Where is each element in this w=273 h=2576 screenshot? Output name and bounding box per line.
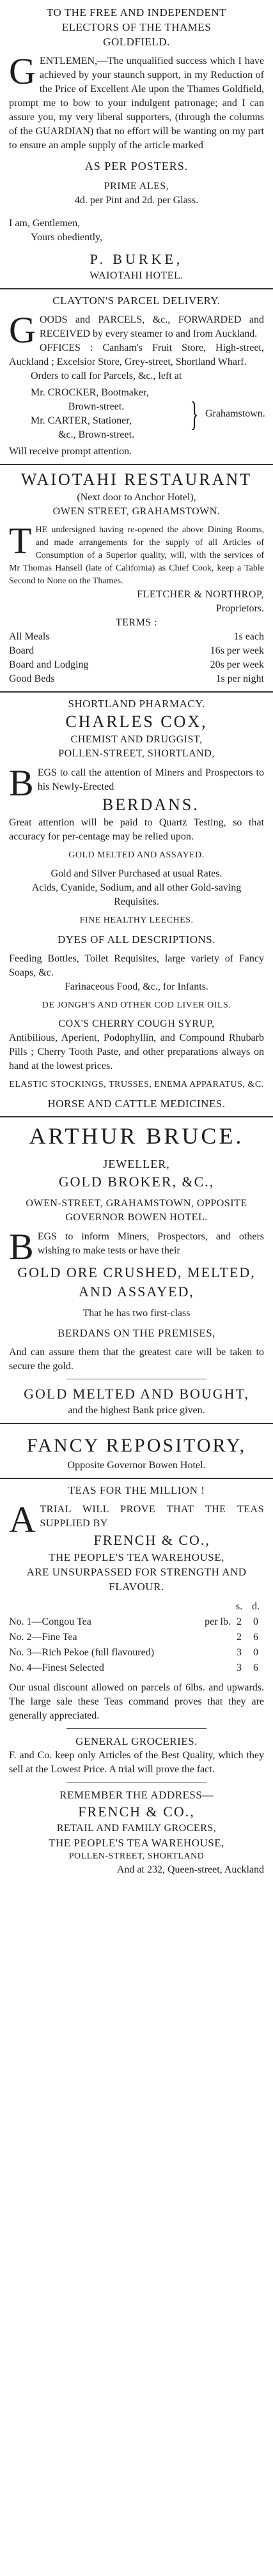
french-name-2: FRENCH & CO., <box>78 1804 195 1820</box>
french-discount: Our usual discount allowed on parcels of 6lbs. and upwards. The large sale these Teas command proves that they are generally appreciated. <box>9 1682 264 1721</box>
tea-price-list <box>9 1599 264 1676</box>
tea-unit: per lb. <box>205 1616 231 1627</box>
french-groceries-body: F. and Co. keep only Articles of the Best Quality, which they sell at the Lowest Price. A trial will prove the fact. <box>9 1750 264 1775</box>
clayton-agents <box>9 386 264 442</box>
burke-body <box>9 50 264 153</box>
tea-unit <box>201 1660 231 1676</box>
french-remember: REMEMBER THE ADDRESS— <box>59 1789 214 1801</box>
french-heading: TEAS FOR THE MILLION ! <box>68 1484 205 1496</box>
french-warehouse-2: THE PEOPLE'S TEA WAREHOUSE, <box>49 1837 224 1849</box>
cox-body-text: EGS to call the attention of Miners and Prospectors to his Newly-Erected <box>37 767 264 792</box>
clayton-agent-2: Mr. CARTER, Stationer, <box>31 415 132 426</box>
waiotahi-body <box>9 520 264 588</box>
terms-row <box>9 644 264 658</box>
tea-list-header <box>9 1599 264 1614</box>
bruce-berdans-intro: That he has two first-class <box>82 1308 191 1319</box>
tea-pence: 0 <box>253 1616 258 1627</box>
tea-name: No. 1—Congou Tea <box>9 1616 91 1627</box>
tea-unit <box>201 1645 231 1660</box>
tea-pence: 6 <box>253 1632 258 1643</box>
cox-gold: GOLD MELTED AND ASSAYED. <box>68 850 205 860</box>
burke-as-per: AS PER POSTERS. <box>84 160 189 172</box>
french-warehouse: THE PEOPLE'S TEA WAREHOUSE, <box>49 1551 224 1563</box>
waiotahi-body-text: HE undersigned having re-opened the above Dining Rooms, and made arrangements for the supply of all Articles of Consumption of a Superior quality, will, with the services of Mr Thomas Hansell (late of California) as Chief Cook, keep a Table Second to None on the Thames. <box>9 525 264 586</box>
french-address: POLLEN-STREET, SHORTLAND <box>68 1851 205 1861</box>
bracket-glyph: } <box>190 395 199 433</box>
clayton-agent-1b: Brown-street. <box>68 401 125 412</box>
terms-row <box>9 672 264 686</box>
terms-row <box>9 630 264 644</box>
french-name: FRENCH & CO., <box>93 1532 210 1548</box>
bruce-jeweller: JEWELLER, <box>103 1158 170 1170</box>
burke-closing-2: Yours obediently, <box>31 232 103 243</box>
clayton-body-text: OODS and PARCELS, &c., FORWARDED and RECEIVED by every steamer to and from Auckland. <box>39 314 264 339</box>
cox-dropcap: B <box>9 762 34 804</box>
clayton-orders: Orders to call for Parcels, &c., left at <box>31 371 182 381</box>
tea-shillings: 2 <box>237 1632 242 1643</box>
burke-ad <box>0 1 273 288</box>
tea-name: No. 2—Fine Tea <box>9 1632 77 1643</box>
waiotahi-sub-2: OWEN STREET, GRAHAMSTOWN. <box>52 506 221 517</box>
clayton-dropcap: G <box>9 309 36 351</box>
cox-berdans: BERDANS. <box>102 795 199 814</box>
terms-row <box>9 658 264 672</box>
tea-row <box>9 1614 264 1630</box>
cox-remedies: Antibilious, Aperient, Podophyllin, and Compound Rhubarb Pills ; Cherry Tooth Paste, and other preparations always on hand at the lowest prices. <box>9 1032 264 1071</box>
burke-heading-3: GOLDFIELD. <box>103 36 170 48</box>
burke-heading-2: ELECTORS OF THE THAMES <box>61 21 212 33</box>
french-body-text: TRIAL WILL PROVE THAT THE TEAS SUPPLIED BY <box>40 1504 264 1529</box>
terms-price: 1s each <box>233 631 264 642</box>
cox-address: POLLEN-STREET, SHORTLAND, <box>58 748 215 759</box>
french-dropcap: A <box>9 1499 36 1540</box>
french-ad <box>0 1478 273 1882</box>
burke-heading-1: TO THE FREE AND INDEPENDENT <box>46 6 227 19</box>
burke-prime: PRIME ALES, <box>104 181 169 192</box>
burke-name: P. BURKE, <box>90 251 183 267</box>
terms-label: All Meals <box>9 631 50 642</box>
bruce-heading: ARTHUR BRUCE. <box>29 1123 244 1149</box>
cox-horse: HORSE AND CATTLE MEDICINES. <box>47 1098 226 1110</box>
cox-silver: Gold and Silver Purchased at usual Rates. <box>51 868 222 879</box>
clayton-agent-2b: &c., Brown-street. <box>58 429 135 440</box>
clayton-body <box>9 309 264 351</box>
bruce-melted: GOLD MELTED AND BOUGHT, <box>24 1386 249 1402</box>
tea-shillings: 3 <box>237 1662 242 1673</box>
cox-leeches: FINE HEALTHY LEECHES. <box>79 916 194 925</box>
tea-row <box>9 1660 264 1676</box>
terms-label: Board and Lodging <box>9 659 89 670</box>
burke-closing-1: I am, Gentlemen, <box>9 218 81 229</box>
burke-body-text: ENTLEMEN,—The unqualified success which I have achieved by your staunch support, in my Reduction of the Price of Excellent Ale upon the Thames Goldfield, prompt me to bow to your indulgent patronage; and I can assure you, my very liberal supporters, (through the columns of the GUARDIAN) that no effort will be wanting on my part to ensure an ample supply of the article marked <box>9 56 264 151</box>
clayton-ad <box>0 288 273 464</box>
clayton-town: Grahamstown. <box>205 408 265 419</box>
cox-para: Great attention will be paid to Quartz Testing, so that accuracy for per-centage may be relied upon. <box>9 817 264 842</box>
fancy-sub: Opposite Governor Bowen Hotel. <box>67 1460 206 1471</box>
tea-row <box>9 1630 264 1645</box>
bruce-crushed: GOLD ORE CRUSHED, MELTED, <box>17 1264 256 1280</box>
terms-label: Good Beds <box>9 673 55 684</box>
clayton-agent-1: Mr. CROCKER, Bootmaker, <box>31 387 149 398</box>
cox-acids: Acids, Cyanide, Sodium, and all other Gold-saving Requisites. <box>31 882 242 907</box>
cox-stockings: ELASTIC STOCKINGS, TRUSSES, ENEMA APPARATUS, &C. <box>9 1080 264 1089</box>
clayton-heading: CLAYTON'S PARCEL DELIVERY. <box>52 295 221 307</box>
bruce-ad <box>0 1116 273 1423</box>
tea-shillings: 2 <box>237 1616 242 1627</box>
tea-shillings: 3 <box>237 1647 242 1658</box>
bruce-assure: And can assure them that the greatest care will be taken to secure the gold. <box>9 1347 264 1372</box>
terms-label: Board <box>9 645 35 656</box>
col-shillings: s. <box>235 1601 243 1612</box>
french-auckland: And at 232, Queen-street, Auckland <box>116 1864 264 1875</box>
tea-pence: 6 <box>253 1662 258 1673</box>
cox-title: CHEMIST AND DRUGGIST, <box>70 734 203 745</box>
bruce-berdans: BERDANS ON THE PREMISES, <box>58 1327 215 1339</box>
tea-pence: 0 <box>253 1647 258 1658</box>
bruce-assayed: AND ASSAYED, <box>79 1284 194 1300</box>
bruce-highest: and the highest Bank price given. <box>68 1405 205 1416</box>
bruce-dropcap: B <box>9 1226 34 1268</box>
cox-oils: DE JONGH'S AND OTHER COD LIVER OILS. <box>42 1000 231 1010</box>
waiotahi-heading: WAIOTAHI RESTAURANT <box>20 470 253 489</box>
cox-body <box>9 762 264 804</box>
french-retail: RETAIL AND FAMILY GROCERS, <box>56 1823 217 1834</box>
burke-hotel: WAIOTAHI HOTEL. <box>90 270 183 281</box>
clayton-offices: OFFICES : Canham's Fruit Store, High-street, Auckland ; Excelsior Store, Grey-street, Shortland Wharf. <box>9 342 264 367</box>
bruce-body <box>9 1226 264 1268</box>
cox-heading: SHORTLAND PHARMACY. <box>68 698 205 710</box>
fancy-ad <box>0 1423 273 1478</box>
burke-dropcap: G <box>9 50 36 92</box>
waiotahi-ad <box>0 464 273 691</box>
cox-bottles: Feeding Bottles, Toilet Requisites, large variety of Fancy Soaps, &c. <box>9 953 264 978</box>
terms-price: 20s per week <box>210 659 264 670</box>
french-unsurpassed: ARE UNSURPASSED FOR STRENGTH AND FLAVOUR. <box>26 1566 247 1593</box>
terms-price: 16s per week <box>210 645 264 656</box>
tea-name: No. 4—Finest Selected <box>9 1662 104 1673</box>
tea-unit <box>201 1630 231 1645</box>
waiotahi-dropcap: T <box>9 520 32 562</box>
waiotahi-proprietors: FLETCHER & NORTHROP, <box>137 589 264 600</box>
bruce-broker: GOLD BROKER, &C., <box>58 1174 215 1190</box>
cox-cough: COX'S CHERRY COUGH SYRUP, <box>58 1018 215 1029</box>
clayton-prompt: Will receive prompt attention. <box>9 446 132 457</box>
col-pence: d. <box>252 1601 260 1612</box>
cox-name: CHARLES COX, <box>65 712 208 731</box>
cox-dyes: DYES OF ALL DESCRIPTIONS. <box>57 933 216 946</box>
tea-name: No. 3—Rich Pekoe (full flavoured) <box>9 1647 155 1658</box>
waiotahi-terms-list <box>9 630 264 686</box>
waiotahi-terms-title: TERMS : <box>115 617 158 628</box>
french-groceries: GENERAL GROCERIES. <box>75 1735 198 1747</box>
tea-row <box>9 1645 264 1660</box>
burke-price: 4d. per Pint and 2d. per Glass. <box>74 195 199 206</box>
waiotahi-proprietors-label: Proprietors. <box>215 603 264 614</box>
bruce-body-text: EGS to inform Miners, Prospectors, and others wishing to make tests or have their <box>37 1231 264 1256</box>
fancy-heading: FANCY REPOSITORY, <box>26 1435 247 1456</box>
bruce-address: OWEN-STREET, GRAHAMSTOWN, OPPOSITE GOVERNOR BOWEN HOTEL. <box>26 1198 247 1223</box>
waiotahi-sub-1: (Next door to Anchor Hotel), <box>77 492 196 503</box>
cox-ad <box>0 691 273 1116</box>
terms-price: 1s per night <box>215 673 264 684</box>
cox-foods: Farinaceous Food, &c., for Infants. <box>65 981 208 992</box>
